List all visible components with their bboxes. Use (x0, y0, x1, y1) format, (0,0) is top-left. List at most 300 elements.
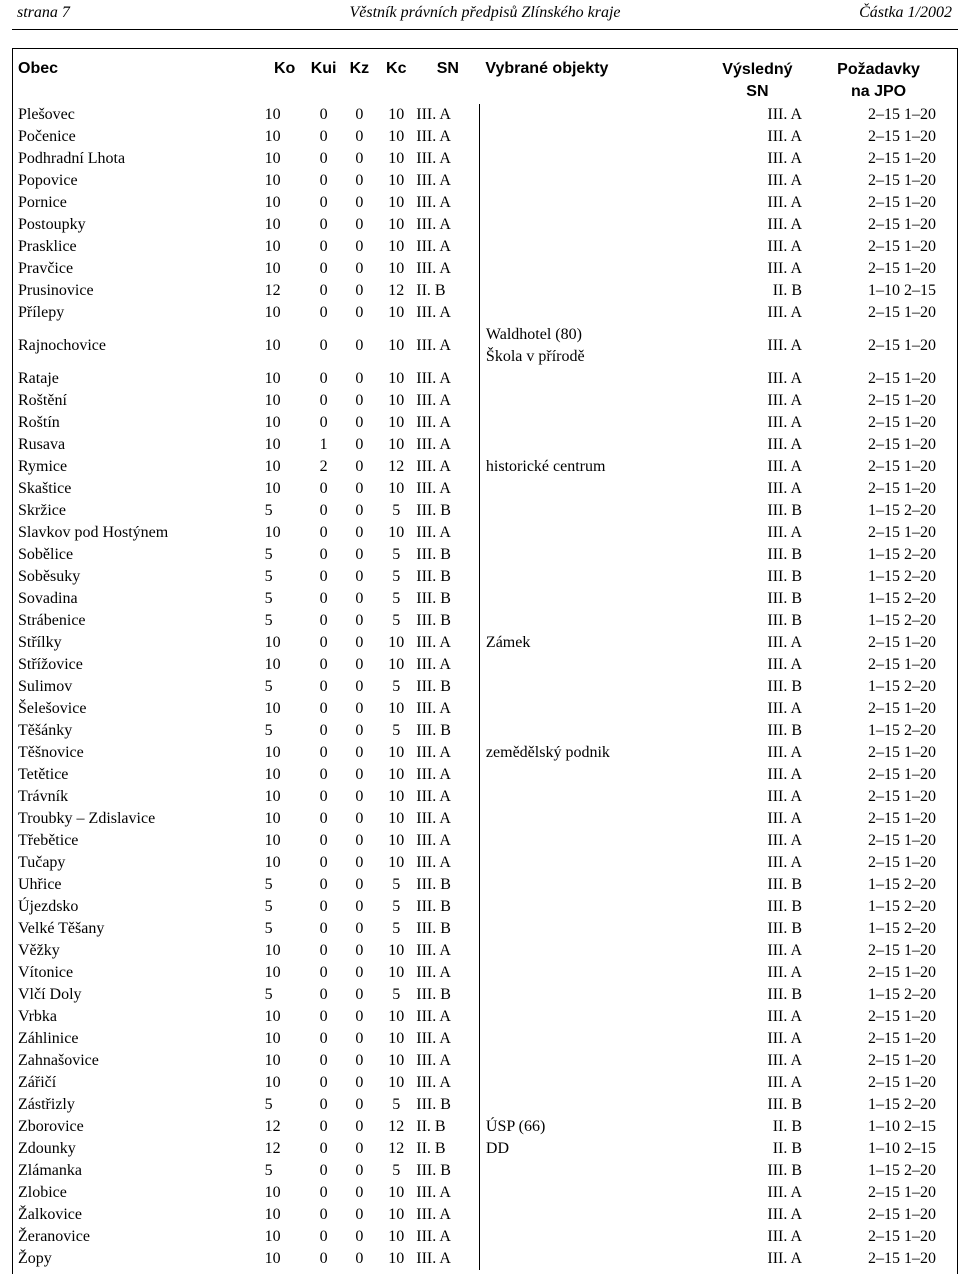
cell-sn: III. A (416, 106, 451, 123)
cell-objects (479, 654, 704, 676)
cell-sn: III. A (416, 414, 451, 431)
cell-sn: III. A (416, 458, 451, 475)
table-row (13, 1248, 947, 1270)
cell-jpo: 2–15 1–20 (868, 150, 936, 167)
table-row (13, 1138, 947, 1160)
cell-result-sn: III. A (767, 392, 803, 409)
table-row (13, 830, 947, 852)
cell-jpo: 1–10 2–15 (868, 1118, 936, 1135)
cell-objects (479, 1248, 704, 1270)
table-row (13, 698, 947, 720)
cell-objects (479, 566, 704, 588)
cell-ko: 10 (264, 700, 281, 717)
cell-jpo: 1–15 2–20 (868, 546, 936, 563)
cell-kz: 0 (355, 1206, 364, 1223)
cell-kc: 10 (388, 304, 405, 321)
table-row (13, 1028, 947, 1050)
cell-sn: III. A (416, 634, 451, 651)
table-row (13, 764, 947, 786)
cell-jpo: 2–15 1–20 (868, 942, 936, 959)
cell-jpo: 2–15 1–20 (868, 810, 936, 827)
issue-number: Částka 1/2002 (859, 4, 952, 21)
table-row (13, 984, 947, 1006)
cell-objects (479, 1204, 704, 1226)
cell-kz: 0 (355, 656, 364, 673)
cell-objects (479, 148, 704, 170)
cell-objects (479, 588, 704, 610)
cell-result-sn: III. A (767, 106, 803, 123)
table-row (13, 126, 947, 148)
cell-objects (479, 874, 704, 896)
cell-kc: 10 (388, 766, 405, 783)
cell-kui: 0 (319, 1228, 328, 1245)
cell-ko: 5 (264, 568, 273, 585)
journal-title: Věstník právních předpisů Zlínského kraje (349, 4, 621, 21)
cell-jpo: 1–15 2–20 (868, 502, 936, 519)
cell-objects (479, 808, 704, 830)
cell-kui: 0 (319, 194, 328, 211)
cell-result-sn: III. A (767, 942, 803, 959)
cell-obec: Podhradní Lhota (18, 150, 126, 167)
cell-jpo: 2–15 1–20 (868, 260, 936, 277)
cell-objects (479, 258, 704, 280)
cell-jpo: 2–15 1–20 (868, 524, 936, 541)
cell-sn: III. A (416, 1052, 451, 1069)
cell-result-sn: III. A (767, 1074, 803, 1091)
cell-kui: 0 (319, 106, 328, 123)
cell-jpo: 1–15 2–20 (868, 898, 936, 915)
cell-objects (479, 1094, 704, 1116)
cell-kz: 0 (355, 458, 364, 475)
cell-ko: 10 (264, 1184, 281, 1201)
table-row (13, 522, 947, 544)
table-row (13, 434, 947, 456)
cell-kc: 5 (392, 898, 401, 915)
cell-kui: 0 (319, 172, 328, 189)
cell-ko: 10 (264, 304, 281, 321)
cell-kc: 12 (388, 1118, 405, 1135)
cell-kui: 0 (319, 150, 328, 167)
cell-kui: 0 (319, 546, 328, 563)
cell-kui: 0 (319, 1008, 328, 1025)
cell-sn: III. B (416, 678, 451, 695)
cell-kz: 0 (355, 634, 364, 651)
cell-objects (479, 830, 704, 852)
table-row (13, 478, 947, 500)
table-row (13, 896, 947, 918)
cell-sn: III. A (416, 1250, 451, 1267)
cell-kz: 0 (355, 392, 364, 409)
cell-kui: 0 (319, 1162, 328, 1179)
cell-kc: 10 (388, 832, 405, 849)
cell-jpo: 2–15 1–20 (868, 370, 936, 387)
table-row (13, 1204, 947, 1226)
cell-result-sn: III. A (767, 1228, 803, 1245)
cell-objects: zemědělský podnik (479, 742, 704, 764)
cell-kc: 10 (388, 194, 405, 211)
table-row (13, 214, 947, 236)
cell-result-sn: III. B (767, 612, 803, 629)
cell-jpo: 2–15 1–20 (868, 128, 936, 145)
cell-jpo: 2–15 1–20 (868, 1030, 936, 1047)
cell-ko: 10 (264, 260, 281, 277)
cell-kz: 0 (355, 788, 364, 805)
cell-sn: III. A (416, 480, 451, 497)
header-rule (12, 29, 958, 30)
cell-obec: Rajnochovice (18, 337, 106, 354)
cell-kz: 0 (355, 876, 364, 893)
cell-objects (479, 544, 704, 566)
cell-ko: 10 (264, 150, 281, 167)
cell-result-sn: III. B (767, 568, 803, 585)
cell-obec: Sulimov (18, 678, 73, 695)
cell-kc: 5 (392, 546, 401, 563)
cell-jpo: 2–15 1–20 (868, 414, 936, 431)
table-row (13, 962, 947, 984)
cell-obec: Pravčice (18, 260, 74, 277)
cell-jpo: 2–15 1–20 (868, 304, 936, 321)
cell-kz: 0 (355, 1162, 364, 1179)
cell-ko: 10 (264, 216, 281, 233)
cell-objects (479, 676, 704, 698)
cell-obec: Zahnašovice (18, 1052, 99, 1069)
cell-result-sn: III. A (767, 1008, 803, 1025)
cell-objects (479, 984, 704, 1006)
cell-obec: Tučapy (18, 854, 66, 871)
cell-jpo: 1–15 2–20 (868, 920, 936, 937)
cell-ko: 5 (264, 1162, 273, 1179)
cell-objects (479, 764, 704, 786)
cell-sn: III. B (416, 568, 451, 585)
cell-jpo: 1–15 2–20 (868, 1162, 936, 1179)
table-row (13, 610, 947, 632)
cell-kc: 10 (388, 238, 405, 255)
table-body (13, 104, 947, 1270)
cell-result-sn: III. A (767, 337, 803, 354)
cell-ko: 10 (264, 634, 281, 651)
table-row (13, 412, 947, 434)
cell-kui: 0 (319, 722, 328, 739)
cell-kui: 0 (319, 1052, 328, 1069)
cell-jpo: 2–15 1–20 (868, 238, 936, 255)
cell-ko: 10 (264, 766, 281, 783)
object-line: Waldhotel (80) (485, 326, 582, 343)
cell-kc: 12 (388, 1140, 405, 1157)
cell-kui: 0 (319, 876, 328, 893)
cell-sn: III. A (416, 832, 451, 849)
cell-kz: 0 (355, 832, 364, 849)
cell-result-sn: III. A (767, 964, 803, 981)
cell-obec: Žalkovice (18, 1206, 82, 1223)
cell-sn: III. A (416, 436, 451, 453)
cell-kc: 5 (392, 1096, 401, 1113)
cell-obec: Uhřice (18, 876, 62, 893)
cell-jpo: 1–15 2–20 (868, 590, 936, 607)
cell-ko: 10 (264, 370, 281, 387)
cell-sn: II. B (416, 1140, 446, 1157)
cell-ko: 10 (264, 788, 281, 805)
cell-ko: 10 (264, 744, 281, 761)
table-row (13, 654, 947, 676)
cell-objects (479, 390, 704, 412)
cell-result-sn: III. A (767, 194, 803, 211)
cell-result-sn: III. A (767, 414, 803, 431)
cell-kc: 10 (388, 337, 405, 354)
cell-obec: Žopy (18, 1250, 52, 1267)
cell-objects: ÚSP (66) (479, 1116, 704, 1138)
cell-kc: 10 (388, 392, 405, 409)
cell-sn: III. A (416, 337, 451, 354)
cell-kz: 0 (355, 1118, 364, 1135)
cell-result-sn: III. A (767, 1206, 803, 1223)
cell-kui: 0 (319, 986, 328, 1003)
cell-kc: 5 (392, 876, 401, 893)
col-header-kui: Kui (310, 60, 337, 77)
cell-kui: 0 (319, 942, 328, 959)
cell-kz: 0 (355, 172, 364, 189)
cell-kui: 0 (319, 766, 328, 783)
cell-kz: 0 (355, 502, 364, 519)
cell-ko: 10 (264, 854, 281, 871)
cell-kz: 0 (355, 898, 364, 915)
table-row (13, 588, 947, 610)
cell-ko: 10 (264, 392, 281, 409)
cell-kc: 10 (388, 964, 405, 981)
cell-kui: 0 (319, 480, 328, 497)
cell-kz: 0 (355, 1140, 364, 1157)
table-row (13, 170, 947, 192)
cell-kz: 0 (355, 810, 364, 827)
cell-sn: III. A (416, 1074, 451, 1091)
table-row (13, 544, 947, 566)
cell-kui: 0 (319, 832, 328, 849)
cell-ko: 10 (264, 1206, 281, 1223)
cell-kz: 0 (355, 1096, 364, 1113)
cell-objects (479, 940, 704, 962)
cell-sn: III. B (416, 546, 451, 563)
cell-kz: 0 (355, 370, 364, 387)
cell-objects (479, 214, 704, 236)
cell-kc: 10 (388, 260, 405, 277)
cell-obec: Počenice (18, 128, 76, 145)
cell-result-sn: III. B (767, 986, 803, 1003)
cell-result-sn: III. A (767, 1184, 803, 1201)
cell-jpo: 2–15 1–20 (868, 1008, 936, 1025)
cell-sn: III. A (416, 1030, 451, 1047)
cell-sn: III. A (416, 150, 451, 167)
table-row (13, 1160, 947, 1182)
cell-kz: 0 (355, 546, 364, 563)
cell-kz: 0 (355, 1228, 364, 1245)
cell-result-sn: III. A (767, 810, 803, 827)
cell-sn: III. A (416, 766, 451, 783)
cell-obec: Šelešovice (18, 700, 87, 717)
cell-objects (479, 1050, 704, 1072)
cell-ko: 10 (264, 656, 281, 673)
table-row (13, 566, 947, 588)
cell-kui: 0 (319, 1030, 328, 1047)
cell-objects (479, 104, 704, 126)
cell-kui: 0 (319, 810, 328, 827)
cell-jpo: 1–10 2–15 (868, 282, 936, 299)
cell-ko: 10 (264, 810, 281, 827)
cell-kz: 0 (355, 590, 364, 607)
cell-result-sn: II. B (772, 282, 803, 299)
cell-sn: III. A (416, 1008, 451, 1025)
cell-kc: 10 (388, 172, 405, 189)
cell-objects (479, 236, 704, 258)
cell-sn: III. B (416, 1096, 451, 1113)
table-row (13, 258, 947, 280)
cell-obec: Velké Těšany (18, 920, 105, 937)
cell-sn: III. A (416, 942, 451, 959)
cell-ko: 10 (264, 524, 281, 541)
col-header-kz: Kz (349, 60, 370, 77)
table-row (13, 676, 947, 698)
cell-ko: 5 (264, 920, 273, 937)
cell-objects (479, 1160, 704, 1182)
cell-result-sn: III. A (767, 260, 803, 277)
table-row (13, 456, 947, 478)
cell-kz: 0 (355, 766, 364, 783)
cell-kz: 0 (355, 480, 364, 497)
cell-jpo: 2–15 1–20 (868, 194, 936, 211)
cell-objects (479, 192, 704, 214)
cell-kc: 10 (388, 1184, 405, 1201)
cell-kc: 5 (392, 568, 401, 585)
cell-result-sn: III. B (767, 678, 803, 695)
table-row (13, 632, 947, 654)
cell-ko: 5 (264, 678, 273, 695)
table-row (13, 390, 947, 412)
cell-ko: 5 (264, 986, 273, 1003)
cell-kc: 10 (388, 634, 405, 651)
cell-obec: Střílky (18, 634, 62, 651)
cell-result-sn: III. A (767, 854, 803, 871)
cell-result-sn: III. B (767, 546, 803, 563)
cell-kz: 0 (355, 942, 364, 959)
table-row (13, 148, 947, 170)
cell-jpo: 2–15 1–20 (868, 436, 936, 453)
cell-kc: 5 (392, 678, 401, 695)
cell-sn: III. B (416, 920, 451, 937)
cell-ko: 5 (264, 1096, 273, 1113)
cell-obec: Vlčí Doly (18, 986, 82, 1003)
cell-jpo: 2–15 1–20 (868, 392, 936, 409)
col-header-objects: Vybrané objekty (485, 60, 609, 77)
cell-obec: Skržice (18, 502, 66, 519)
cell-result-sn: III. B (767, 1162, 803, 1179)
cell-objects (479, 368, 704, 390)
cell-kz: 0 (355, 1184, 364, 1201)
cell-ko: 10 (264, 172, 281, 189)
cell-kc: 10 (388, 1206, 405, 1223)
cell-obec: Těšnovice (18, 744, 84, 761)
cell-kz: 0 (355, 964, 364, 981)
cell-sn: III. A (416, 964, 451, 981)
cell-kz: 0 (355, 854, 364, 871)
cell-obec: Prasklice (18, 238, 77, 255)
table-row (13, 786, 947, 808)
cell-obec: Troubky – Zdislavice (18, 810, 156, 827)
cell-kz: 0 (355, 260, 364, 277)
cell-result-sn: III. B (767, 590, 803, 607)
cell-kc: 5 (392, 502, 401, 519)
page-header (12, 2, 958, 24)
cell-jpo: 2–15 1–20 (868, 1074, 936, 1091)
col-header-jpo-line1: Požadavky (837, 61, 920, 78)
table-row (13, 940, 947, 962)
cell-jpo: 1–15 2–20 (868, 876, 936, 893)
cell-kui: 0 (319, 634, 328, 651)
cell-result-sn: III. B (767, 1096, 803, 1113)
cell-ko: 10 (264, 832, 281, 849)
cell-kui: 0 (319, 392, 328, 409)
cell-jpo: 2–15 1–20 (868, 744, 936, 761)
table-row (13, 852, 947, 874)
cell-kui: 0 (319, 590, 328, 607)
cell-kz: 0 (355, 920, 364, 937)
cell-obec: Vrbka (18, 1008, 58, 1025)
table-header-row (13, 59, 947, 104)
cell-jpo: 1–15 2–20 (868, 722, 936, 739)
cell-kc: 5 (392, 590, 401, 607)
cell-kui: 0 (319, 788, 328, 805)
table-row (13, 1226, 947, 1248)
cell-result-sn: III. B (767, 876, 803, 893)
cell-obec: Soběsuky (18, 568, 81, 585)
cell-ko: 10 (264, 480, 281, 497)
cell-sn: II. B (416, 1118, 446, 1135)
table-row (13, 1072, 947, 1094)
cell-kz: 0 (355, 414, 364, 431)
cell-kui: 0 (319, 337, 328, 354)
cell-objects (479, 786, 704, 808)
cell-ko: 10 (264, 1008, 281, 1025)
cell-objects: historické centrum (479, 456, 704, 478)
cell-kui: 0 (319, 304, 328, 321)
cell-obec: Skaštice (18, 480, 72, 497)
cell-ko: 12 (264, 282, 281, 299)
col-header-obec: Obec (18, 60, 59, 77)
cell-result-sn: III. A (767, 1052, 803, 1069)
cell-sn: III. B (416, 612, 451, 629)
cell-obec: Věžky (18, 942, 60, 959)
cell-result-sn: III. A (767, 634, 803, 651)
cell-obec: Sovadina (18, 590, 78, 607)
col-header-result-sn-line1: Výsledný (722, 61, 793, 78)
cell-objects: DD (479, 1138, 704, 1160)
cell-sn: III. A (416, 788, 451, 805)
cell-kui: 0 (319, 1074, 328, 1091)
table-row (13, 104, 947, 126)
cell-obec: Trávník (18, 788, 69, 805)
table-row (13, 280, 947, 302)
cell-kc: 10 (388, 436, 405, 453)
cell-obec: Vítonice (18, 964, 74, 981)
cell-kui: 0 (319, 1206, 328, 1223)
cell-kc: 5 (392, 612, 401, 629)
cell-result-sn: III. A (767, 1250, 803, 1267)
cell-result-sn: III. A (767, 458, 803, 475)
cell-sn: III. B (416, 590, 451, 607)
cell-result-sn: III. A (767, 370, 803, 387)
cell-objects (479, 852, 704, 874)
cell-kc: 5 (392, 1162, 401, 1179)
cell-objects (479, 500, 704, 522)
cell-sn: III. A (416, 524, 451, 541)
cell-jpo: 2–15 1–20 (868, 106, 936, 123)
